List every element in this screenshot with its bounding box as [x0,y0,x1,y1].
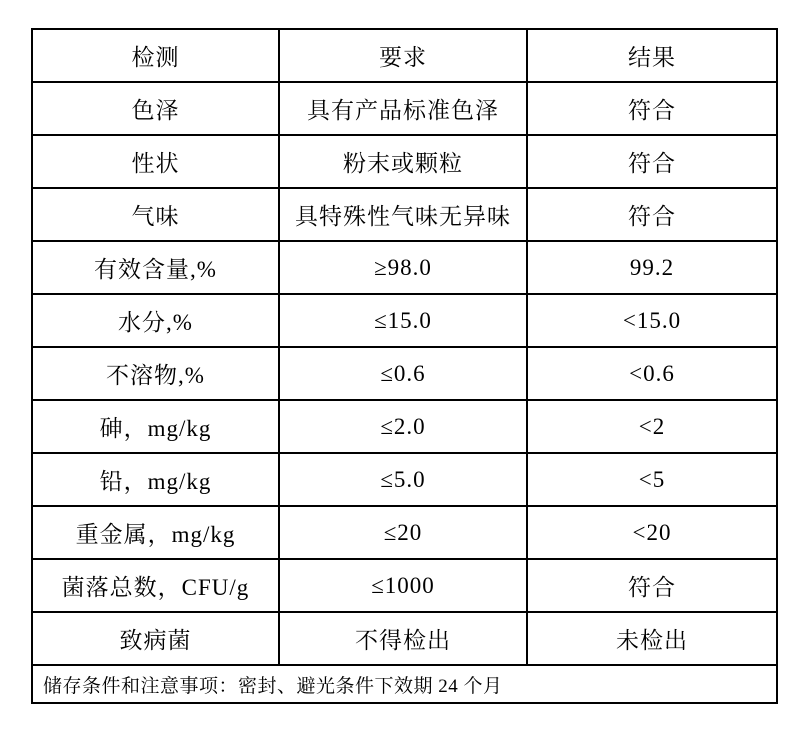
result-cell: 99.2 [527,241,777,294]
column-header-result: 结果 [527,29,777,82]
test-item-cell: 水分,% [32,294,279,347]
requirement-cell: 粉末或颗粒 [279,135,527,188]
table-row [32,135,777,188]
table-row [32,241,777,294]
requirement-cell: 不得检出 [279,612,527,665]
requirement-cell: ≥98.0 [279,241,527,294]
requirement-cell: ≤20 [279,506,527,559]
storage-note: 储存条件和注意事项：密封、避光条件下效期 24 个月 [32,665,777,703]
table-row [32,188,777,241]
requirement-cell: ≤15.0 [279,294,527,347]
test-item-cell: 菌落总数，CFU/g [32,559,279,612]
requirement-cell: ≤5.0 [279,453,527,506]
table-row [32,347,777,400]
test-item-cell: 砷，mg/kg [32,400,279,453]
requirement-cell: 具特殊性气味无异味 [279,188,527,241]
result-cell: 未检出 [527,612,777,665]
test-item-cell: 重金属，mg/kg [32,506,279,559]
result-cell: <5 [527,453,777,506]
result-cell: <20 [527,506,777,559]
table-row [32,400,777,453]
table-row [32,559,777,612]
test-item-cell: 铅，mg/kg [32,453,279,506]
requirement-cell: ≤0.6 [279,347,527,400]
test-item-cell: 不溶物,% [32,347,279,400]
table-row [32,82,777,135]
result-cell: 符合 [527,135,777,188]
table-row [32,506,777,559]
table-row [32,294,777,347]
table-row [32,453,777,506]
test-item-cell: 有效含量,% [32,241,279,294]
column-header-requirement: 要求 [279,29,527,82]
requirement-cell: ≤1000 [279,559,527,612]
requirement-cell: ≤2.0 [279,400,527,453]
test-item-cell: 色泽 [32,82,279,135]
result-cell: <15.0 [527,294,777,347]
result-cell: <0.6 [527,347,777,400]
result-cell: 符合 [527,559,777,612]
inspection-spec-table [31,28,778,704]
header-row [32,29,777,82]
test-item-cell: 性状 [32,135,279,188]
requirement-cell: 具有产品标准色泽 [279,82,527,135]
result-cell: 符合 [527,82,777,135]
result-cell: 符合 [527,188,777,241]
table-row [32,612,777,665]
footer-row [32,665,777,703]
result-cell: <2 [527,400,777,453]
test-item-cell: 气味 [32,188,279,241]
column-header-test: 检测 [32,29,279,82]
test-item-cell: 致病菌 [32,612,279,665]
